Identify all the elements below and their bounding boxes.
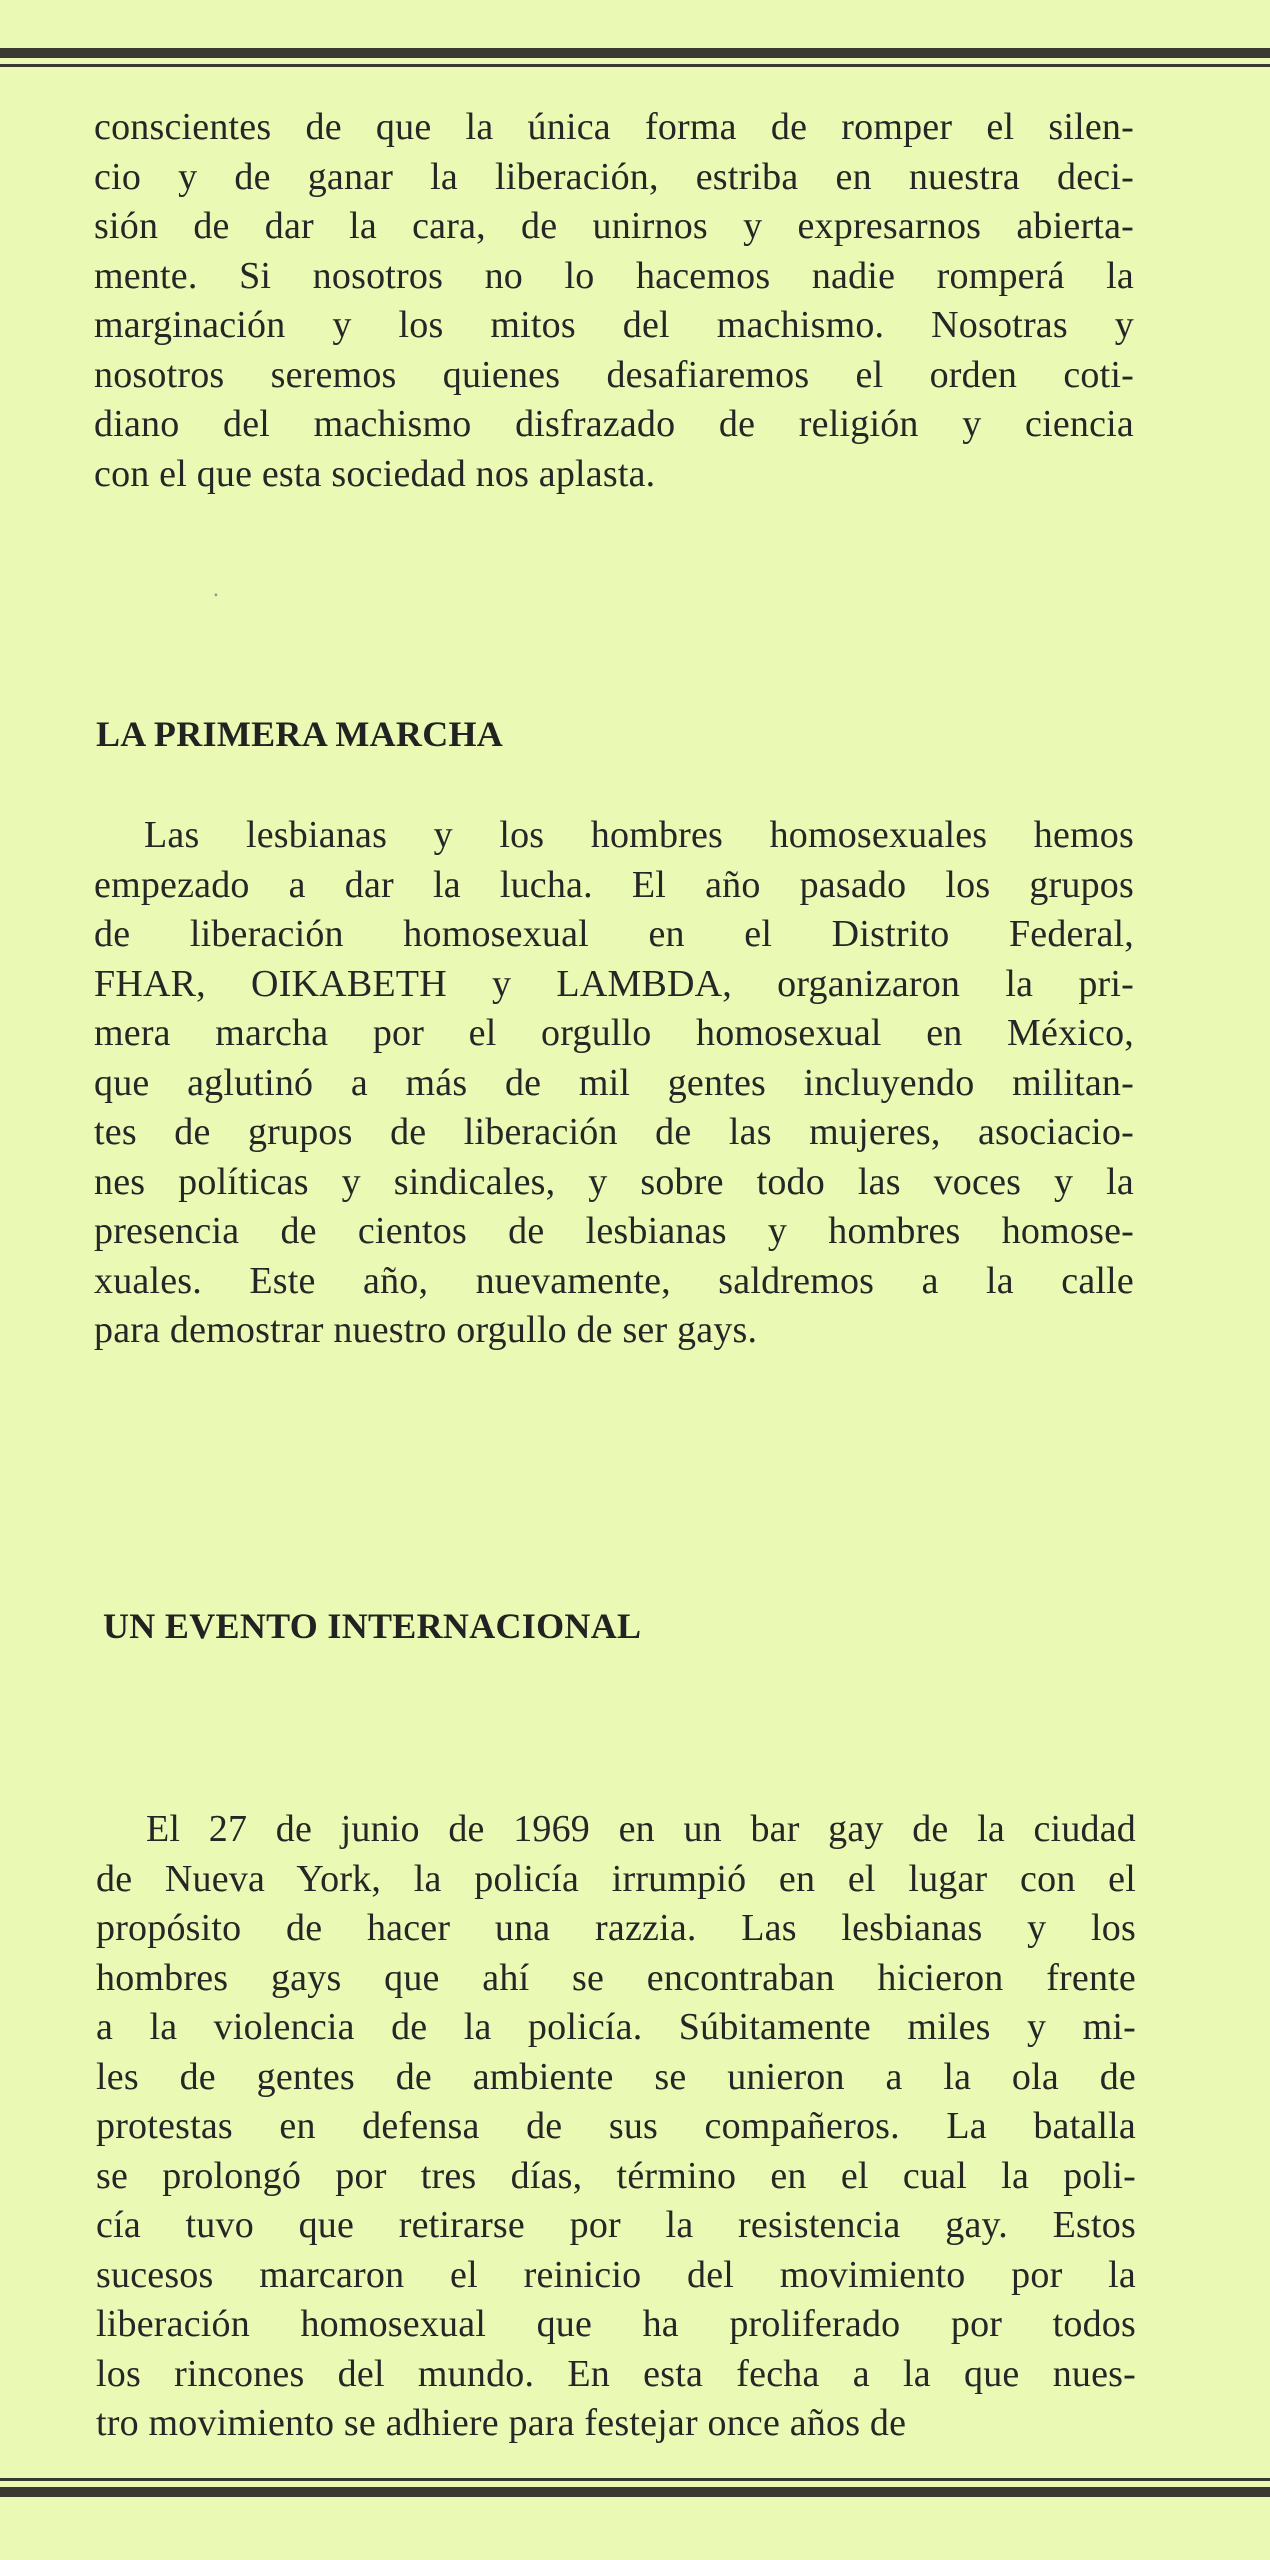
text-line: cía tuvo que retirarse por la resistencia gay. Estos: [96, 2204, 1136, 2246]
text-line: Las lesbianas y los hombres homosexuales hemos: [144, 814, 1134, 856]
text-line: diano del machismo disfrazado de religión y ciencia: [94, 403, 1134, 445]
text-line: El 27 de junio de 1969 en un bar gay de la ciudad: [146, 1808, 1136, 1850]
text-line: sucesos marcaron el reinicio del movimiento por la: [96, 2253, 1136, 2296]
text-line: mente. Si nosotros no lo hacemos nadie romperá la: [94, 254, 1134, 297]
text-line: de Nueva York, la policía irrumpió en el lugar con el: [96, 1857, 1136, 1900]
text-line: se prolongó por tres días, término en el cual la poli-: [96, 2154, 1136, 2197]
text-line: conscientes de que la única forma de romper el silen-: [94, 106, 1134, 148]
text-line: marginación y los mitos del machismo. Nosotras y: [94, 304, 1134, 346]
heading-primera-marcha: LA PRIMERA MARCHA: [96, 714, 504, 754]
top-border-thick: [0, 48, 1270, 58]
text-line: FHAR, OIKABETH y LAMBDA, organizaron la pri-: [94, 962, 1134, 1005]
text-line: de liberación homosexual en el Distrito Federal,: [94, 913, 1134, 955]
text-line: tro movimiento se adhiere para festejar once años de: [96, 2402, 907, 2444]
text-line: tes de grupos de liberación de las mujeres, asociacio-: [94, 1111, 1134, 1153]
bottom-border-thin: [0, 2478, 1270, 2481]
text-line: propósito de hacer una razzia. Las lesbianas y los: [96, 1907, 1136, 1949]
text-line: cio y de ganar la liberación, estriba en nuestra deci-: [94, 155, 1134, 198]
text-line: presencia de cientos de lesbianas y hombres homose-: [94, 1210, 1134, 1252]
text-line: liberación homosexual que ha proliferado por todos: [96, 2303, 1136, 2345]
text-line: nosotros seremos quienes desafiaremos el orden coti-: [94, 353, 1134, 396]
text-line: hombres gays que ahí se encontraban hicieron frente: [96, 1956, 1136, 1999]
primera-marcha-paragraph: [94, 811, 1134, 1356]
evento-internacional-paragraph: [96, 1805, 1136, 2449]
heading-evento-internacional: UN EVENTO INTERNACIONAL: [103, 1606, 642, 1646]
text-line: para demostrar nuestro orgullo de ser gays.: [94, 1309, 758, 1351]
text-line: sión de dar la cara, de unirnos y expresarnos abierta-: [94, 205, 1134, 247]
text-line: que aglutinó a más de mil gentes incluyendo militan-: [94, 1061, 1134, 1104]
top-border-thin: [0, 64, 1270, 67]
text-line: nes políticas y sindicales, y sobre todo las voces y la: [94, 1160, 1134, 1203]
text-line: les de gentes de ambiente se unieron a la ola de: [96, 2055, 1136, 2098]
text-line: a la violencia de la policía. Súbitamente miles y mi-: [96, 2006, 1136, 2048]
text-line: protestas en defensa de sus compañeros. La batalla: [96, 2105, 1136, 2147]
intro-paragraph: [94, 103, 1134, 499]
scan-speck: ⸳: [213, 579, 219, 604]
text-line: los rincones del mundo. En esta fecha a la que nues-: [96, 2352, 1136, 2395]
text-line: mera marcha por el orgullo homosexual en México,: [94, 1012, 1134, 1054]
text-line: con el que esta sociedad nos aplasta.: [94, 452, 656, 495]
text-line: empezado a dar la lucha. El año pasado los grupos: [94, 863, 1134, 906]
text-line: xuales. Este año, nuevamente, saldremos a la calle: [94, 1259, 1134, 1302]
bottom-border-thick: [0, 2487, 1270, 2497]
